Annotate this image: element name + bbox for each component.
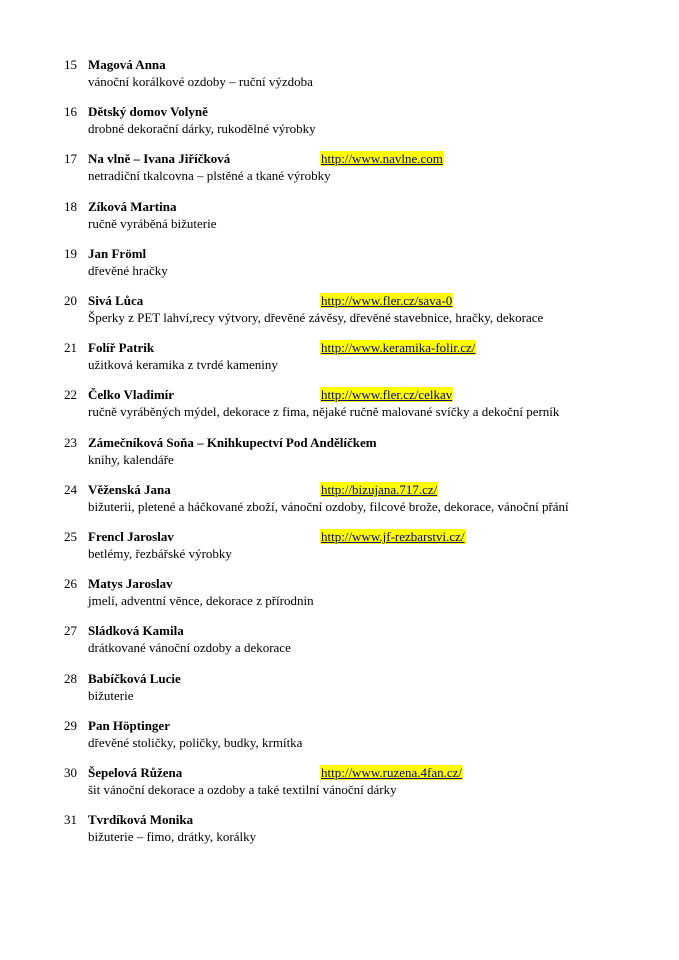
entry-description: ručně vyráběných mýdel, dekorace z fima, nějaké ručně malované svíčky a dekoční perník: [88, 404, 560, 420]
entry-number: 15: [64, 57, 77, 72]
entry-description: ručně vyráběná bižuterie: [88, 215, 217, 231]
entry-name: Magová Anna: [88, 57, 166, 72]
exhibitor-entry: [0, 199, 679, 239]
entry-name: Čelko Vladimír: [88, 387, 175, 403]
entry-description: drátkované vánoční ozdoby a dekorace: [88, 640, 291, 656]
entry-description: šit vánoční dekorace a ozdoby a také textilní vánoční dárky: [88, 782, 397, 797]
entry-description: bižuterie: [88, 687, 134, 703]
entry-number: 23: [64, 434, 77, 450]
entry-description: dřevěné stoličky, poličky, budky, krmítka: [88, 734, 303, 750]
entry-link[interactable]: http://www.ruzena.4fan.cz/: [321, 765, 463, 780]
entry-name: Tvrdíková Monika: [88, 812, 194, 828]
entry-number: 22: [64, 387, 77, 403]
entry-description: užitková keramika z tvrdé kameniny: [88, 357, 278, 373]
entry-description: vánoční korálkové ozdoby – ruční výzdoba: [88, 74, 313, 89]
entry-number: 26: [64, 576, 77, 592]
exhibitor-entry: [0, 387, 679, 427]
exhibitor-entry: [0, 57, 679, 97]
entry-link[interactable]: http://www.keramika-folir.cz/: [321, 340, 476, 356]
entry-name: Sivá Lůca: [88, 293, 144, 308]
entry-number: 29: [64, 717, 77, 733]
entry-name: Pan Höptinger: [88, 717, 170, 733]
exhibitor-entry: [0, 104, 679, 144]
entry-link[interactable]: http://www.fler.cz/celkav: [321, 387, 453, 403]
entry-number: 16: [64, 104, 77, 120]
entry-number: 20: [64, 293, 77, 308]
exhibitor-entry: [0, 293, 679, 333]
entry-number: 27: [64, 623, 77, 639]
entry-number: 18: [64, 198, 77, 214]
entry-description: jmelí, adventní věnce, dekorace z přírodnin: [88, 593, 314, 609]
entry-number: 28: [64, 670, 77, 686]
entry-number: 30: [64, 765, 77, 780]
entry-link[interactable]: http://www.jf-rezbarstvi.cz/: [321, 529, 465, 544]
entry-description: knihy, kalendáře: [88, 451, 174, 467]
exhibitor-entry: [0, 340, 679, 380]
exhibitor-entry: [0, 623, 679, 663]
exhibitor-entry: [0, 435, 679, 475]
entry-name: Babíčková Lucie: [88, 670, 181, 686]
entry-name: Zíková Martina: [88, 198, 177, 214]
entry-name: Věženská Jana: [88, 481, 171, 497]
entry-name: Sládková Kamila: [88, 623, 184, 639]
entry-name: Zámečníková Soňa – Knihkupectví Pod Andělíčkem: [88, 434, 377, 450]
exhibitor-entry: [0, 151, 679, 191]
entry-description: drobné dekorační dárky, rukodělné výrobky: [88, 121, 316, 137]
entry-number: 17: [64, 151, 77, 167]
entry-description: dřevěné hračky: [88, 262, 168, 278]
exhibitor-entry: [0, 529, 679, 569]
entry-link[interactable]: http://bizujana.717.cz/: [321, 481, 438, 497]
entry-description: bižuterie – fimo, drátky, korálky: [88, 829, 257, 845]
entry-link[interactable]: http://www.navlne.com: [321, 151, 443, 167]
entry-name: Šepelová Růžena: [88, 765, 183, 780]
entry-name: Jan Fröml: [88, 245, 147, 261]
exhibitor-entry: [0, 671, 679, 711]
entry-number: 31: [64, 812, 77, 828]
exhibitor-entry: [0, 812, 679, 852]
entry-description: betlémy, řezbářské výrobky: [88, 546, 232, 561]
entry-description: Šperky z PET lahví,recy výtvory, dřevěné závěsy, dřevěné stavebnice, hračky, dekorace: [88, 310, 544, 325]
exhibitor-entry: [0, 576, 679, 616]
exhibitor-entry: [0, 718, 679, 758]
entry-number: 25: [64, 529, 77, 544]
entry-description: bižuterii, pletené a háčkované zboží, vánoční ozdoby, filcové brože, dekorace, vánoční přání: [88, 498, 569, 514]
exhibitor-entry: [0, 246, 679, 286]
entry-link[interactable]: http://www.fler.cz/sava-0: [321, 293, 453, 308]
entry-name: Dětský domov Volyně: [88, 104, 208, 120]
exhibitor-entry: [0, 482, 679, 522]
entry-name: Matys Jaroslav: [88, 576, 173, 592]
entry-name: Frencl Jaroslav: [88, 529, 174, 544]
entry-description: netradiční tkalcovna – plstěné a tkané výrobky: [88, 168, 331, 184]
exhibitor-entry: [0, 765, 679, 805]
entry-number: 19: [64, 245, 77, 261]
entry-number: 24: [64, 481, 77, 497]
entry-number: 21: [64, 340, 77, 356]
entry-name: Folíř Patrik: [88, 340, 155, 356]
entry-name: Na vlně – Ivana Jiříčková: [88, 151, 231, 167]
